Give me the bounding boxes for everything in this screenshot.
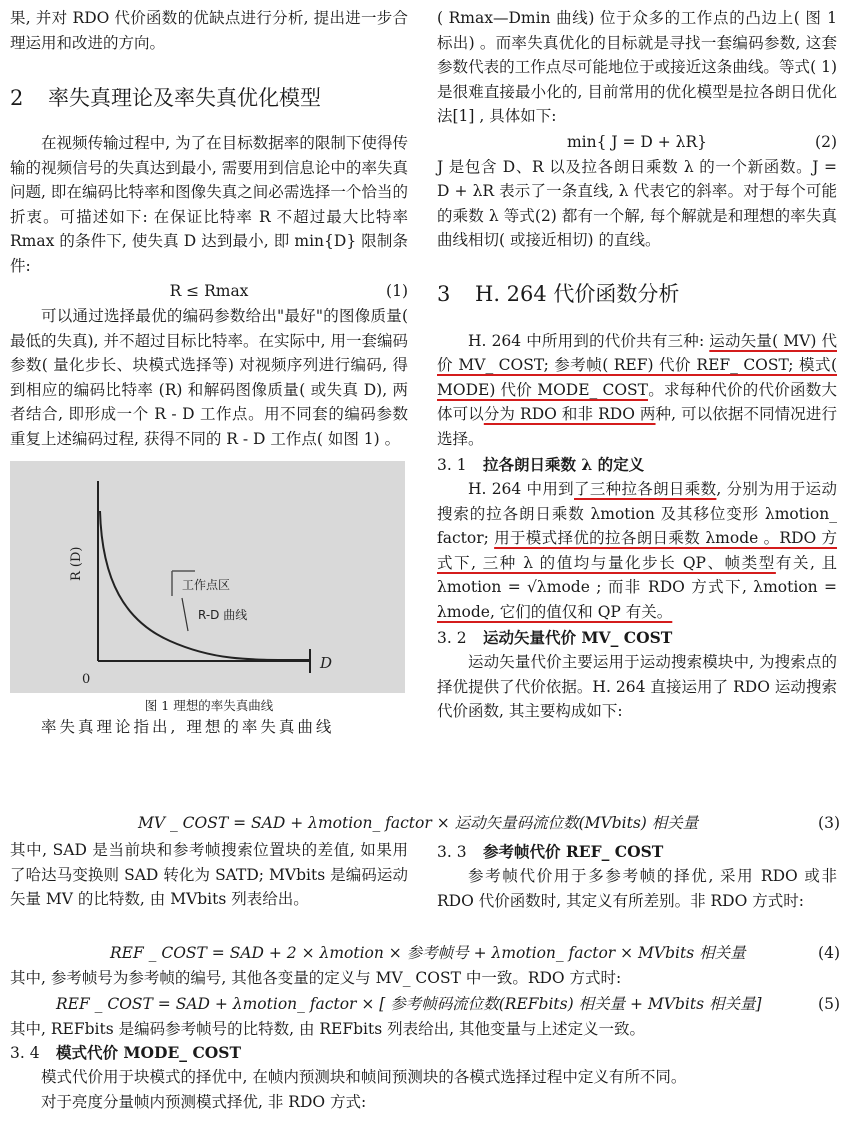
- equation-1-body: R ≤ Rmax: [169, 282, 249, 300]
- paragraph-rd-points: 可以通过选择最优的编码参数给出"最好"的图像质量( 最低的失真), 并不超过目标比特率。在实际中, 用一套编码参数( 量化步长、块模式选择等) 对视频序列进行编码, 得到相应的编码比特率 (R) 和解码图像质量( 或失真 D), 两者结合, 即形成一个 R - D 工作点。用不同套的编码参数重复上述编码过程, 获得不同的 R - D 工作点( 如图 1) 。: [10, 307, 408, 448]
- equation-3: [10, 810, 840, 836]
- equation-5-number: (5): [818, 994, 840, 1013]
- region-label: 工作点区: [182, 578, 231, 592]
- equation-5: [10, 991, 840, 1017]
- section-2-number: 2: [10, 86, 24, 110]
- rd-curve-plot: [10, 461, 405, 693]
- paragraph-mode-cost: 模式代价用于块模式的择优中, 在帧内预测块和帧间预测块的各模式选择过程中定义有所不同。: [41, 1068, 687, 1086]
- equation-2: [437, 129, 837, 155]
- cost-types-highlight-2: 分为 RDO 和非 RDO 两: [483, 405, 656, 423]
- paragraph-cost-types: [437, 329, 837, 452]
- subsection-3-4-heading: [10, 1041, 840, 1065]
- curve-label: R-D 曲线: [198, 608, 248, 622]
- lambda-highlight-1: 了三种拉各朗日乘数: [574, 480, 717, 498]
- origin-label: 0: [82, 672, 91, 687]
- cost-types-highlight-1: 运动矢量( MV) 代价 MV_ COST; 参考帧( REF) 代价 REF_ COST; 模式( MODE) 代价 MODE_ COST: [437, 331, 837, 399]
- figure-1-caption: 图 1 理想的率失真曲线: [144, 698, 274, 713]
- left-column-lower: [10, 838, 408, 912]
- left-column: [10, 6, 408, 740]
- cost-types-text-c: 种, 可以依据不同情况进行选择。: [437, 405, 837, 448]
- section-2-title: 率失真理论及率失真优化模型: [48, 86, 321, 110]
- cost-types-text-b: 。求每种代价的代价函数大体可以: [437, 380, 837, 423]
- lambda-text-b: , 分别为用于运动搜索的拉各朗日乘数 λmotion 及其移位变形 λmotion_ factor;: [437, 480, 837, 547]
- right-column-lower: [437, 840, 837, 913]
- subsection-3-1-title: 拉各朗日乘数 λ 的定义: [483, 455, 645, 474]
- bottom-section: [10, 940, 840, 1114]
- equation-3-body: MV _ COST = SAD + λmotion_ factor × 运动矢量码流位数(MVbits) 相关量: [138, 814, 699, 832]
- x-axis-label: D: [320, 654, 333, 672]
- subsection-3-1-number: 3. 1: [437, 456, 467, 474]
- paragraph-refbits: 其中, REFbits 是编码参考帧号的比特数, 由 REFbits 列表给出, 其他变量与上述定义一致。: [10, 1019, 645, 1038]
- figure-1: [10, 461, 408, 715]
- paragraph-mv-cost: 运动矢量代价主要运用于运动搜索模块中, 为搜索点的择优提供了代价依据。H. 264 直接运用了 RDO 运动搜索代价函数, 其主要构成如下:: [437, 653, 837, 720]
- lambda-highlight-2: 用于模式择优的拉各朗日乘数 λmode 。RDO 方式下, 三种 λ 的值均与量化步长 QP、帧类型: [437, 529, 837, 572]
- cost-types-text-a: H. 264 中所用到的代价共有三种:: [468, 331, 710, 350]
- subsection-3-3-title: 参考帧代价 REF_ COST: [483, 842, 664, 861]
- equation-1-number: (1): [386, 282, 408, 300]
- subsection-3-1-heading: [437, 453, 837, 477]
- subsection-3-4-title: 模式代价 MODE_ COST: [56, 1043, 242, 1062]
- paragraph-lagrange: J 是包含 D、R 以及拉各朗日乘数 λ 的一个新函数。J = D + λR 表示了一条直线, λ 代表它的斜率。对于每个可能的乘数 λ 等式(2) 都有一个解, 每个解就是和理想的率失真曲线相切( 或接近相切) 的直线。: [437, 157, 837, 249]
- figure-1-image: [10, 461, 405, 693]
- intro-continuation: 果, 并对 RDO 代价函数的优缺点进行分析, 提出进一步合理运用和改进的方向。: [10, 9, 408, 52]
- paragraph-rd-intro: 在视频传输过程中, 为了在目标数据率的限制下使得传输的视频信号的失真达到最小, 需要用到信息论中的率失真问题, 即在编码比特率和图像失真之间必需选择一个恰当的折衷。可描述如下: 在保证比特率 R 不超过最大比特率 Rmax 的条件下, 使失真 D 达到最小, 即 min{D} 限制条件:: [10, 134, 408, 275]
- section-3-heading: [437, 279, 837, 309]
- subsection-3-4-number: 3. 4: [10, 1044, 40, 1062]
- subsection-3-3-heading: [437, 840, 837, 864]
- equation-2-number: (2): [815, 132, 837, 151]
- section-2-heading: [10, 83, 408, 113]
- subsection-3-3-number: 3. 3: [437, 843, 467, 861]
- paragraph-ref-cost: 参考帧代价用于多参考帧的择优, 采用 RDO 或非 RDO 代价函数时, 其定义有所差别。非 RDO 方式时:: [437, 867, 837, 910]
- section-3-title: H. 264 代价函数分析: [475, 281, 680, 306]
- equation-2-body: min{ J = D + λR}: [566, 132, 708, 151]
- subsection-3-2-number: 3. 2: [437, 629, 467, 647]
- right-column: [437, 6, 837, 724]
- y-axis-label: R (D): [69, 546, 84, 581]
- paragraph-ideal-curve: 率失真理论指出, 理想的率失真曲线: [41, 718, 335, 736]
- equation-1: [10, 278, 408, 304]
- section-3-number: 3: [437, 281, 451, 306]
- subsection-3-2-title: 运动矢量代价 MV_ COST: [483, 628, 673, 647]
- paragraph-lambda: [437, 477, 837, 624]
- equation-4: [10, 940, 840, 966]
- equation-4-body: REF _ COST = SAD + 2 × λmotion × 参考帧号 + λmotion_ factor × MVbits 相关量: [110, 944, 746, 962]
- paragraph-curve-cont: ( Rmax—Dmin 曲线) 位于众多的工作点的凸边上( 图 1 标出) 。而率失真优化的目标就是寻找一套编码参数, 这套参数代表的工作点尽可能地位于或接近这条曲线。等式( 1) 是很难直接最小化的, 目前常用的优化模型是拉各朗日优化法[1] , 具体如下:: [437, 9, 837, 125]
- equation-4-number: (4): [818, 944, 840, 962]
- lambda-text-a: H. 264 中用到: [468, 480, 574, 498]
- paragraph-sad: 其中, SAD 是当前块和参考帧搜索位置块的差值, 如果用了哈达马变换则 SAD 转化为 SATD; MVbits 是编码运动矢量 MV 的比特数, 由 MVbits 列表给出。: [10, 841, 408, 908]
- paragraph-ref-number: 其中, 参考帧号为参考帧的编号, 其他各变量的定义与 MV_ COST 中一致。RDO 方式时:: [10, 969, 622, 987]
- paragraph-luma-intra: 对于亮度分量帧内预测模式择优, 非 RDO 方式:: [41, 1092, 367, 1111]
- equation-3-number: (3): [818, 814, 840, 832]
- lambda-text-c: 有关, 且 λmotion = √λmode ; 而非 RDO 方式下, λmotion =: [437, 553, 837, 596]
- equation-5-body: REF _ COST = SAD + λmotion_ factor × [ 参考帧码流位数(REFbits) 相关量 + MVbits 相关量]: [56, 994, 762, 1013]
- subsection-3-2-heading: [437, 626, 837, 650]
- lambda-highlight-3: λmode, 它们的值仅和 QP 有关。: [437, 602, 673, 621]
